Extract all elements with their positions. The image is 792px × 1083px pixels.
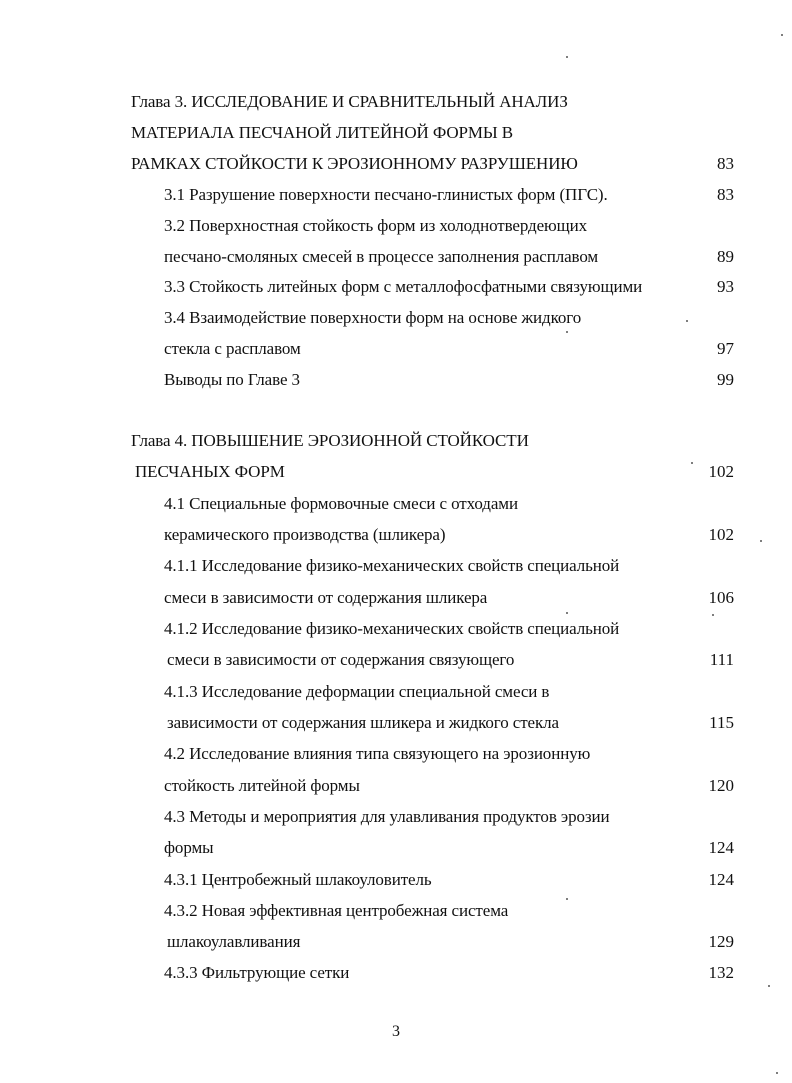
toc-entry-3-4-line-2: стекла с расплавом [164,339,301,358]
chapter-4-title-line-1: Глава 4. ПОВЫШЕНИЕ ЭРОЗИОННОЙ СТОЙКОСТИ [131,431,529,450]
toc-entry-4-3-2-page: 129 [708,932,734,951]
scan-speck [768,985,770,987]
toc-entry-4-3-1-page: 124 [708,870,734,889]
scan-speck [776,1072,778,1074]
toc-entry-3-3: 3.3 Стойкость литейных форм с металлофосфатными связующими [164,277,643,296]
toc-entry-4-1-3-page: 115 [709,713,734,732]
toc-entry-3-3-page: 93 [717,277,734,296]
toc-entry-4-1-1-line-1: 4.1.1 Исследование физико-механических свойств специальной [164,556,620,575]
scan-speck [712,614,714,616]
toc-entry-4-1-1-line-2: смеси в зависимости от содержания шликера [164,588,488,607]
toc-entry-4-3-3-page: 132 [708,963,734,982]
scan-speck [781,34,783,36]
toc-entry-4-3-line-2: формы [164,838,214,857]
chapter-3-page-number: 83 [717,154,734,173]
toc-entry-4-3-2-line-2: шлакоулавливания [167,932,301,951]
toc-entry-4-1-3-line-1: 4.1.3 Исследование деформации специальной смеси в [164,682,550,701]
scan-speck [566,56,568,58]
toc-entry-4-3-2-line-1: 4.3.2 Новая эффективная центробежная система [164,901,509,920]
toc-entry-4-2-line-2: стойкость литейной формы [164,776,360,795]
toc-entry-4-2-line-1: 4.2 Исследование влияния типа связующего на эрозионную [164,744,591,763]
toc-entry-3-4-page: 97 [717,339,734,358]
scan-speck [566,612,568,614]
toc-entry-4-1-1-page: 106 [708,588,734,607]
toc-entry-4-1-2-line-1: 4.1.2 Исследование физико-механических свойств специальной [164,619,620,638]
toc-entry-3-1: 3.1 Разрушение поверхности песчано-глинистых форм (ПГС). [164,185,608,204]
toc-entry-4-1-3-line-2: зависимости от содержания шликера и жидкого стекла [167,713,559,732]
scan-speck [760,540,762,542]
toc-entry-3-2-line-2: песчано-смоляных смесей в процессе заполнения расплавом [164,247,599,266]
scan-speck [566,331,568,333]
toc-entry-conclusions-3: Выводы по Главе 3 [164,370,300,389]
toc-entry-4-3-page: 124 [708,838,734,857]
toc-entry-conclusions-3-page: 99 [717,370,734,389]
chapter-3-title-line-1: Глава 3. ИССЛЕДОВАНИЕ И СРАВНИТЕЛЬНЫЙ АНАЛИЗ [131,92,568,111]
toc-entry-4-1-line-2: керамического производства (шликера) [164,525,446,544]
chapter-4-page-number: 102 [708,462,734,481]
scan-speck [686,320,688,322]
scan-speck [566,898,568,900]
page-number: 3 [392,1023,400,1040]
toc-entry-4-2-page: 120 [708,776,734,795]
toc-entry-3-1-page: 83 [717,185,734,204]
scan-speck [691,462,693,464]
chapter-3-title-line-2: МАТЕРИАЛА ПЕСЧАНОЙ ЛИТЕЙНОЙ ФОРМЫ В [131,123,514,142]
toc-entry-3-4-line-1: 3.4 Взаимодействие поверхности форм на основе жидкого [164,308,582,327]
chapter-4-title-line-2: ПЕСЧАНЫХ ФОРМ [135,462,285,481]
toc-entry-4-3-line-1: 4.3 Методы и мероприятия для улавливания продуктов эрозии [164,807,610,826]
chapter-3-title-line-3: РАМКАХ СТОЙКОСТИ К ЭРОЗИОННОМУ РАЗРУШЕНИЮ [131,154,578,173]
toc-entry-4-1-line-1: 4.1 Специальные формовочные смеси с отходами [164,494,518,513]
toc-entry-4-1-2-line-2: смеси в зависимости от содержания связующего [167,650,515,669]
toc-entry-4-1-2-page: 111 [709,650,734,669]
toc-entry-4-3-1: 4.3.1 Центробежный шлакоуловитель [164,870,432,889]
toc-entry-4-3-3: 4.3.3 Фильтрующие сетки [164,963,350,982]
toc-entry-3-2-line-1: 3.2 Поверхностная стойкость форм из холоднотвердеющих [164,216,588,235]
toc-entry-3-2-page: 89 [717,247,734,266]
toc-entry-4-1-page: 102 [708,525,734,544]
